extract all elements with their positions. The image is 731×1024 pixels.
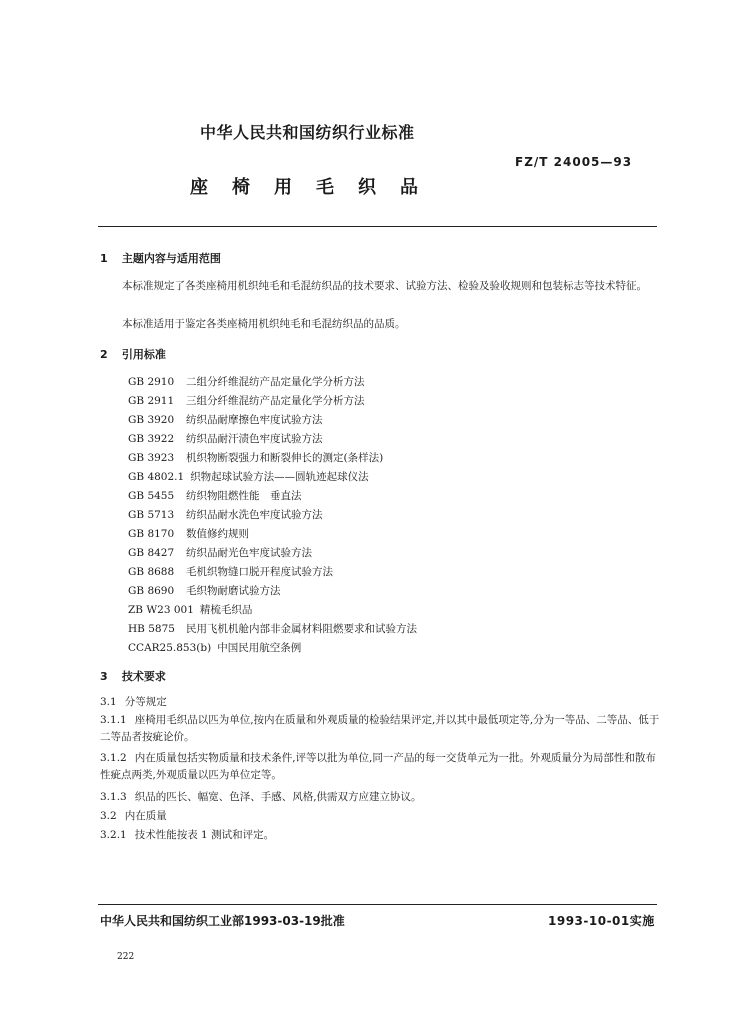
reference-title: 中国民用航空条例: [217, 642, 302, 654]
reference-code: GB 8690: [128, 585, 175, 597]
reference-item: [128, 431, 323, 446]
reference-code: GB 5713: [128, 509, 175, 521]
clause-3-1-1: [100, 712, 660, 746]
clause-number: 3.1.2: [100, 752, 127, 764]
reference-code: GB 2910: [128, 376, 175, 388]
approval-statement: 中华人民共和国纺织工业部1993-03-19批准: [100, 914, 345, 928]
document-title: 座椅用毛织品: [190, 177, 442, 198]
reference-title: 毛织物耐磨试验方法: [186, 585, 281, 597]
header-divider: [98, 226, 657, 227]
reference-title: 三组分纤维混纺产品定量化学分析方法: [186, 395, 365, 407]
reference-title: 纺织品耐光色牢度试验方法: [186, 547, 312, 559]
reference-title: 机织物断裂强力和断裂伸长的测定(条样法): [186, 452, 384, 464]
section-3-heading: [100, 668, 166, 684]
reference-title: 织物起球试验方法——圆轨迹起球仪法: [190, 471, 369, 483]
reference-item: [128, 602, 252, 617]
clause-3-1-3: [100, 789, 422, 804]
section-number: 1: [100, 252, 108, 265]
clause-number: 3.2: [100, 810, 117, 822]
reference-item: [128, 393, 365, 408]
reference-title: 纺织品耐汗渍色牢度试验方法: [186, 433, 323, 445]
clause-3-2-1: [100, 827, 274, 842]
reference-code: HB 5875: [128, 623, 175, 635]
clause-text: 座椅用毛织品以匹为单位,按内在质量和外观质量的检验结果评定,并以其中最低项定等,分为一等品、二等品、低于二等品者按疵论价。: [100, 714, 660, 743]
section-1-heading: [100, 250, 221, 266]
clause-number: 3.2.1: [100, 829, 127, 841]
section-title: 引用标准: [121, 348, 166, 361]
reference-code: GB 8688: [128, 566, 175, 578]
section-1-paragraph-applicability: 本标准适用于鉴定各类座椅用机织纯毛和毛混纺织品的品质。: [122, 318, 406, 330]
reference-item: [128, 374, 365, 389]
standard-category-title: 中华人民共和国纺织行业标准: [200, 123, 415, 142]
clause-text: 分等规定: [124, 696, 167, 708]
reference-item: [128, 640, 301, 655]
clause-text: 内在质量: [124, 810, 167, 822]
reference-title: 精梳毛织品: [199, 604, 253, 616]
reference-item: [128, 488, 302, 503]
clause-text: 织品的匹长、幅宽、色泽、手感、风格,供需双方应建立协议。: [134, 791, 422, 803]
section-number: 3: [100, 670, 108, 683]
reference-item: [128, 583, 281, 598]
reference-item: [128, 621, 417, 636]
section-2-heading: [100, 346, 166, 362]
reference-code: GB 2911: [128, 395, 175, 407]
reference-item: [128, 526, 249, 541]
reference-code: GB 8170: [128, 528, 175, 540]
reference-title: 纺织品耐水洗色牢度试验方法: [186, 509, 323, 521]
reference-item: [128, 469, 369, 484]
section-1-paragraph-scope: 本标准规定了各类座椅用机织纯毛和毛混纺织品的技术要求、试验方法、检验及验收规则和包装标志等技术特征。: [122, 280, 647, 292]
clause-number: 3.1.1: [100, 714, 127, 726]
standard-code: FZ/T 24005—93: [515, 155, 633, 169]
reference-code: GB 3922: [128, 433, 175, 445]
reference-title: 数值修约规则: [186, 528, 249, 540]
reference-item: [128, 450, 383, 465]
footer-divider: [98, 904, 657, 905]
reference-code: GB 5455: [128, 490, 175, 502]
page-number: 222: [117, 952, 135, 962]
clause-3-1: [100, 694, 167, 709]
reference-code: GB 3923: [128, 452, 175, 464]
reference-item: [128, 545, 312, 560]
reference-title: 纺织物阻燃性能 垂直法: [186, 490, 302, 502]
clause-number: 3.1: [100, 696, 117, 708]
clause-number: 3.1.3: [100, 791, 127, 803]
effective-date: 1993-10-01实施: [548, 914, 655, 928]
reference-title: 二组分纤维混纺产品定量化学分析方法: [186, 376, 365, 388]
clause-text: 技术性能按表 1 测试和评定。: [134, 829, 275, 841]
reference-code: GB 3920: [128, 414, 175, 426]
section-title: 主题内容与适用范围: [121, 252, 221, 265]
clause-3-2: [100, 808, 167, 823]
reference-code: GB 8427: [128, 547, 175, 559]
reference-title: 民用飞机机舱内部非金属材料阻燃要求和试验方法: [186, 623, 417, 635]
reference-code: CCAR25.853(b): [128, 642, 212, 654]
section-title: 技术要求: [121, 670, 166, 683]
section-number: 2: [100, 348, 108, 361]
reference-item: [128, 507, 323, 522]
reference-title: 纺织品耐摩擦色牢度试验方法: [186, 414, 323, 426]
reference-item: [128, 412, 323, 427]
reference-code: ZB W23 001: [128, 604, 194, 616]
reference-code: GB 4802.1: [128, 471, 185, 483]
clause-3-1-2: [100, 750, 660, 784]
reference-item: [128, 564, 333, 579]
reference-title: 毛机织物缝口脱开程度试验方法: [186, 566, 333, 578]
clause-text: 内在质量包括实物质量和技术条件,评等以批为单位,同一产品的每一交货单元为一批。外观质量分为局部性和散布性疵点两类,外观质量以匹为单位定等。: [100, 752, 656, 781]
